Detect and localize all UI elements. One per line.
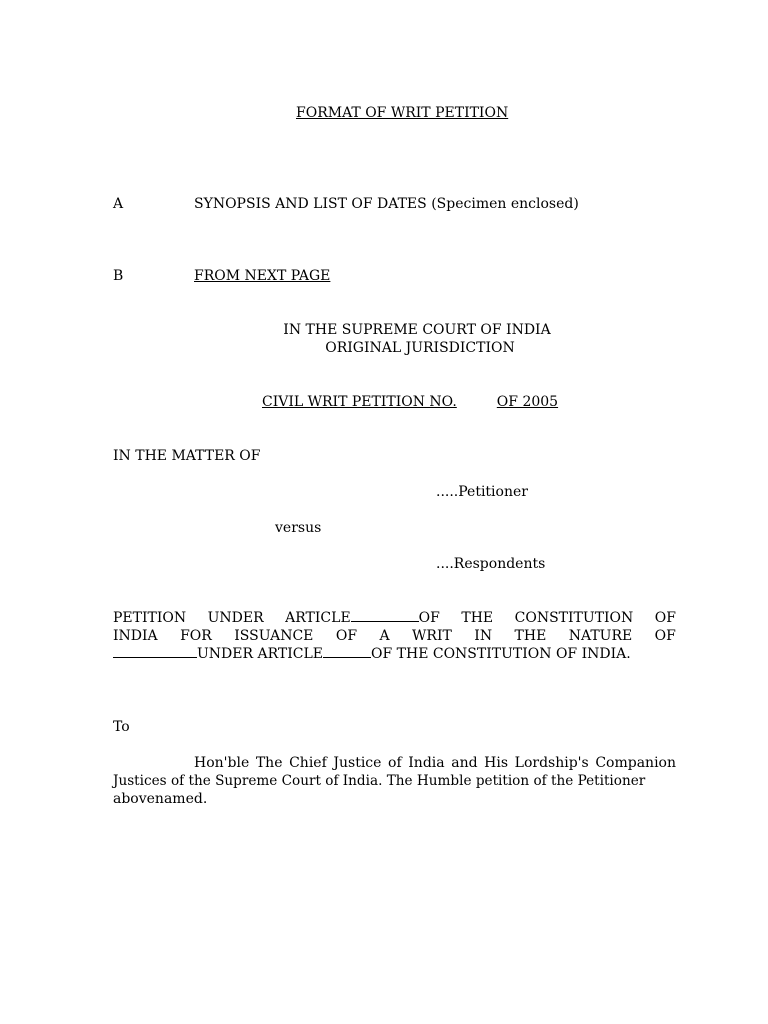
- word: Companion: [595, 755, 676, 771]
- address-paragraph: [113, 754, 676, 808]
- word: ISSUANCE: [234, 628, 314, 644]
- address-line-1: [113, 754, 676, 772]
- word: Hon'ble: [194, 755, 250, 771]
- word: OF: [654, 628, 676, 644]
- blank-line: [323, 645, 371, 658]
- item-b-text: FROM NEXT PAGE: [194, 268, 331, 284]
- respondents-label: ....Respondents: [436, 556, 546, 572]
- word: ARTICLE: [285, 610, 351, 626]
- court-jurisdiction: ORIGINAL JURISDICTION: [325, 340, 515, 356]
- word: of: [388, 755, 402, 771]
- blank-line: [351, 609, 419, 622]
- word: NATURE: [568, 628, 633, 644]
- versus-label: versus: [275, 520, 322, 536]
- petition-number: [262, 393, 558, 411]
- blank-line: [113, 645, 197, 658]
- address-line-2: Justices of the Supreme Court of India. The Humble petition of the Petitioner: [113, 773, 646, 789]
- word: WRIT: [412, 628, 452, 644]
- petition-number-suffix: OF 2005: [496, 394, 559, 410]
- petition-under-line-3: [113, 645, 676, 663]
- word: OF THE CONSTITUTION OF INDIA.: [371, 646, 631, 662]
- word: India: [408, 755, 445, 771]
- word: UNDER ARTICLE: [197, 646, 323, 662]
- word: THE: [514, 628, 547, 644]
- to-label: To: [113, 719, 130, 735]
- word: The: [255, 755, 283, 771]
- word: PETITION: [113, 610, 187, 626]
- word: INDIA: [113, 628, 158, 644]
- item-a-note: (Specimen enclosed): [431, 196, 579, 212]
- word: OF: [335, 628, 358, 644]
- petition-under-line-1: [113, 609, 676, 627]
- word: THE: [461, 610, 494, 626]
- word: Chief: [289, 755, 327, 771]
- document-title: FORMAT OF WRIT PETITION: [296, 105, 509, 121]
- court-name: IN THE SUPREME COURT OF INDIA: [283, 322, 551, 338]
- item-b-letter: B: [113, 268, 124, 284]
- word: UNDER: [207, 610, 264, 626]
- petition-under-paragraph: [113, 609, 676, 663]
- word: FOR: [180, 628, 212, 644]
- word: and: [451, 755, 478, 771]
- word: OF: [418, 610, 440, 626]
- word: A: [379, 628, 390, 644]
- address-line-3: abovenamed.: [113, 791, 208, 807]
- item-a-heading: SYNOPSIS AND LIST OF DATES: [194, 196, 427, 212]
- petitioner-label: .....Petitioner: [436, 484, 528, 500]
- word: IN: [474, 628, 493, 644]
- article-blank-1: [285, 609, 440, 627]
- word: Lordship's: [514, 755, 589, 771]
- word: CONSTITUTION: [514, 610, 634, 626]
- matter-heading: IN THE MATTER OF: [113, 448, 261, 464]
- petition-under-line-2: [113, 627, 676, 645]
- word: Justice: [333, 755, 382, 771]
- item-a-text: [194, 195, 579, 213]
- word: OF: [654, 610, 676, 626]
- item-a-letter: A: [113, 196, 124, 212]
- word: His: [484, 755, 509, 771]
- petition-number-prefix: CIVIL WRIT PETITION NO.: [262, 394, 457, 410]
